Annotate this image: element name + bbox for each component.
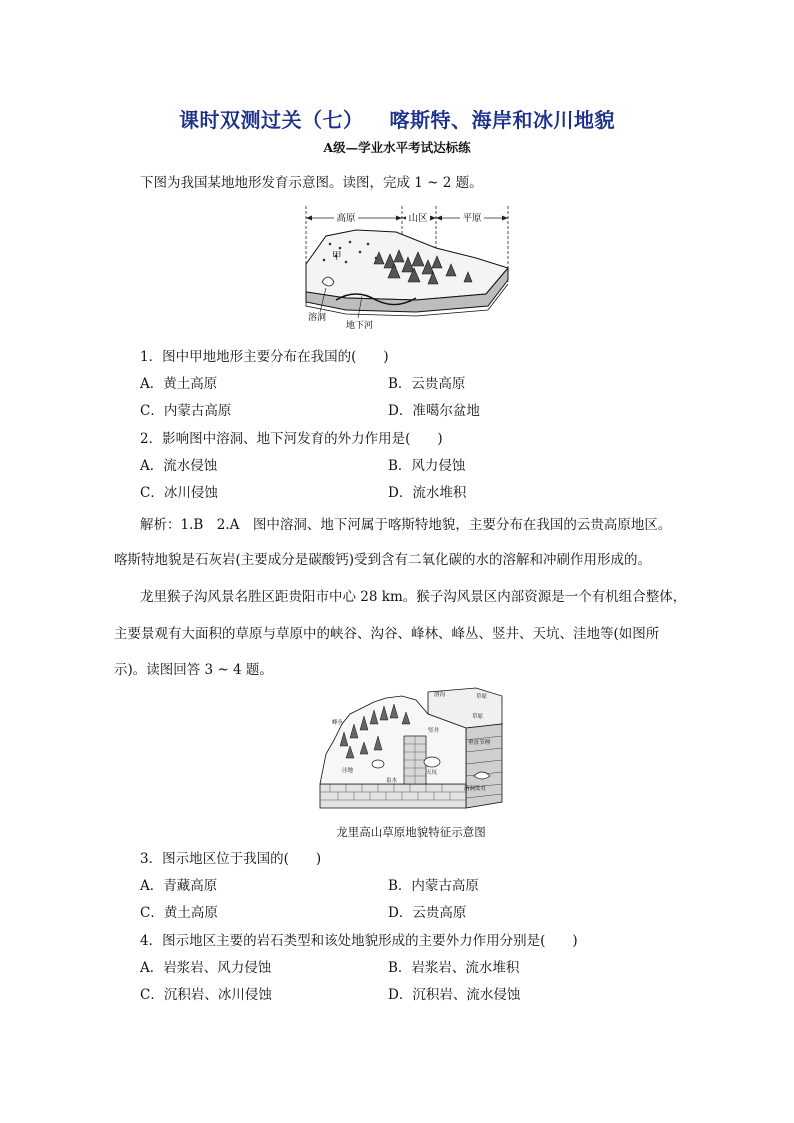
grassland-karst-diagram [316, 684, 506, 820]
question-4-stem: 4．图示地区主要的岩石类型和该处地貌形成的主要外力作用分别是( ) [140, 933, 578, 949]
label-mountain: 山区 [408, 213, 428, 224]
page-title [0, 104, 794, 133]
q3-option-b[interactable]: B．内蒙古高原 [388, 878, 479, 894]
q3-option-a[interactable]: A．青藏高原 [140, 878, 218, 894]
label-jia: 甲 [332, 251, 342, 262]
q1-option-b[interactable]: B．云贵高原 [388, 376, 466, 392]
question-2-stem: 2．影响图中溶洞、地下河发育的外力作用是( ) [140, 431, 443, 447]
label-cave-development: 溶洞发育 [464, 786, 487, 792]
q3-option-d[interactable]: D．云贵高原 [388, 905, 467, 921]
label-sinkhole: 天坑 [426, 770, 438, 776]
q4-option-a[interactable]: A．岩浆岩、风力侵蚀 [140, 960, 272, 976]
intro-paragraph-2-line-3: 示)。读图回答 3 ~ 4 题。 [114, 662, 273, 678]
q2-option-b[interactable]: B．风力侵蚀 [388, 458, 466, 474]
q2-option-d[interactable]: D．流水堆积 [388, 485, 467, 501]
label-plain: 平原 [462, 213, 482, 224]
q1-option-a[interactable]: A．黄土高原 [140, 376, 218, 392]
label-plateau: 高原 [336, 213, 356, 224]
figure-2-caption: 龙里高山草原地貌特征示意图 [336, 825, 486, 839]
label-underground-river: 地下河 [346, 321, 374, 331]
label-spring: 泉水 [386, 778, 398, 784]
label-depression: 洼地 [342, 768, 354, 774]
label-solution-groove: 溶沟 [434, 692, 446, 698]
q1-option-c[interactable]: C．内蒙古高原 [140, 403, 232, 419]
q1-option-d[interactable]: D．准噶尔盆地 [388, 403, 480, 419]
q4-option-b[interactable]: B．岩浆岩、流水堆积 [388, 960, 520, 976]
title-left: 课时双测过关（七） [179, 108, 364, 132]
label-grassland-2: 草原 [472, 714, 484, 720]
title-right: 喀斯特、海岸和冰川地貌 [389, 108, 615, 132]
label-shaft: 竖井 [428, 728, 440, 734]
intro-paragraph-2-line-1: 龙里猴子沟风景名胜区距贵阳市中心 28 km。猴子沟风景区内部资源是一个有机组合整体， [140, 589, 687, 605]
figure-grassland-karst [316, 684, 506, 820]
question-1-stem: 1．图中甲地地形主要分布在我国的( ) [140, 349, 389, 365]
q3-option-c[interactable]: C．黄土高原 [140, 905, 218, 921]
intro-paragraph-1: 下图为我国某地地形发育示意图。读图，完成 1 ~ 2 题。 [140, 175, 483, 191]
q2-option-c[interactable]: C．冰川侵蚀 [140, 485, 218, 501]
label-cave: 溶洞 [308, 313, 327, 323]
q4-option-d[interactable]: D．沉积岩、流水侵蚀 [388, 987, 521, 1003]
analysis-line-1: 解析：1.B 2.A 图中溶洞、地下河属于喀斯特地貌，主要分布在我国的云贵高原地区。 [140, 517, 672, 533]
section-subtitle: A级—学业水平考试达标练 [323, 140, 471, 155]
q2-option-a[interactable]: A．流水侵蚀 [140, 458, 218, 474]
intro-paragraph-2-line-2: 主要景观有大面积的草原与草原中的峡谷、沟谷、峰林、峰丛、竖井、天坑、洼地等(如图所 [114, 626, 660, 642]
karst-diagram [296, 202, 516, 332]
label-grassland-1: 草原 [476, 694, 488, 700]
figure-karst-landform [296, 202, 516, 332]
analysis-line-2: 喀斯特地貌是石灰岩(主要成分是碳酸钙)受到含有二氧化碳的水的溶解和冲刷作用形成的。 [114, 552, 652, 568]
question-3-stem: 3．图示地区位于我国的( ) [140, 851, 322, 867]
label-peak-cluster: 峰丛 [332, 720, 344, 726]
label-vertical-joint: 垂直节理 [468, 740, 491, 746]
q4-option-c[interactable]: C．沉积岩、冰川侵蚀 [140, 987, 272, 1003]
